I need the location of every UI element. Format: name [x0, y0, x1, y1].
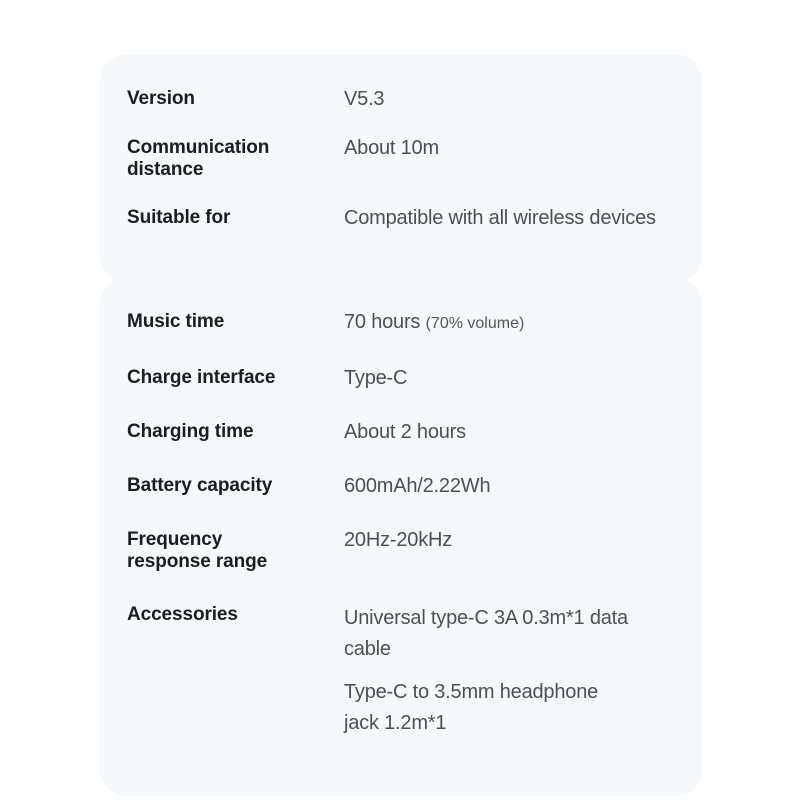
- spec-value: V5.3: [344, 88, 385, 110]
- spec-value: Compatible with all wireless devices: [344, 207, 656, 229]
- spec-value: 20Hz-20kHz: [344, 529, 453, 551]
- spec-row-communication-distance: [127, 137, 680, 181]
- accessory-item: Type-C to 3.5mm headphone jack 1.2m*1: [344, 681, 599, 734]
- spec-label: Communication distance: [127, 137, 270, 180]
- spec-row-suitable-for: [127, 207, 680, 230]
- spec-row-battery-capacity: [127, 475, 680, 498]
- spec-value: [344, 603, 632, 739]
- spec-value: About 10m: [344, 137, 439, 159]
- spec-value-note: (70% volume): [425, 315, 525, 332]
- spec-row-charge-interface: [127, 367, 680, 390]
- spec-row-accessories: [127, 604, 680, 739]
- spec-card-connectivity: [100, 55, 702, 282]
- spec-value: 600mAh/2.22Wh: [344, 475, 491, 497]
- spec-label: Music time: [127, 311, 225, 332]
- spec-value: About 2 hours: [344, 421, 466, 443]
- spec-row-music-time: [127, 311, 680, 336]
- accessory-item: Universal type-C 3A 0.3m*1 data cable: [344, 607, 628, 660]
- spec-value: [344, 310, 524, 336]
- spec-label: Suitable for: [127, 207, 231, 228]
- spec-card-battery: [100, 278, 702, 796]
- spec-value: Type-C: [344, 367, 408, 389]
- spec-label: Accessories: [127, 604, 238, 625]
- spec-label: Charge interface: [127, 367, 276, 388]
- spec-label: Charging time: [127, 421, 254, 442]
- spec-label: Battery capacity: [127, 475, 273, 496]
- spec-row-version: [127, 88, 680, 111]
- spec-label: Frequency response range: [127, 529, 268, 572]
- spec-row-frequency-response: [127, 529, 680, 573]
- spec-value-main: 70 hours: [344, 311, 421, 333]
- spec-row-charging-time: [127, 421, 680, 444]
- spec-label: Version: [127, 88, 195, 109]
